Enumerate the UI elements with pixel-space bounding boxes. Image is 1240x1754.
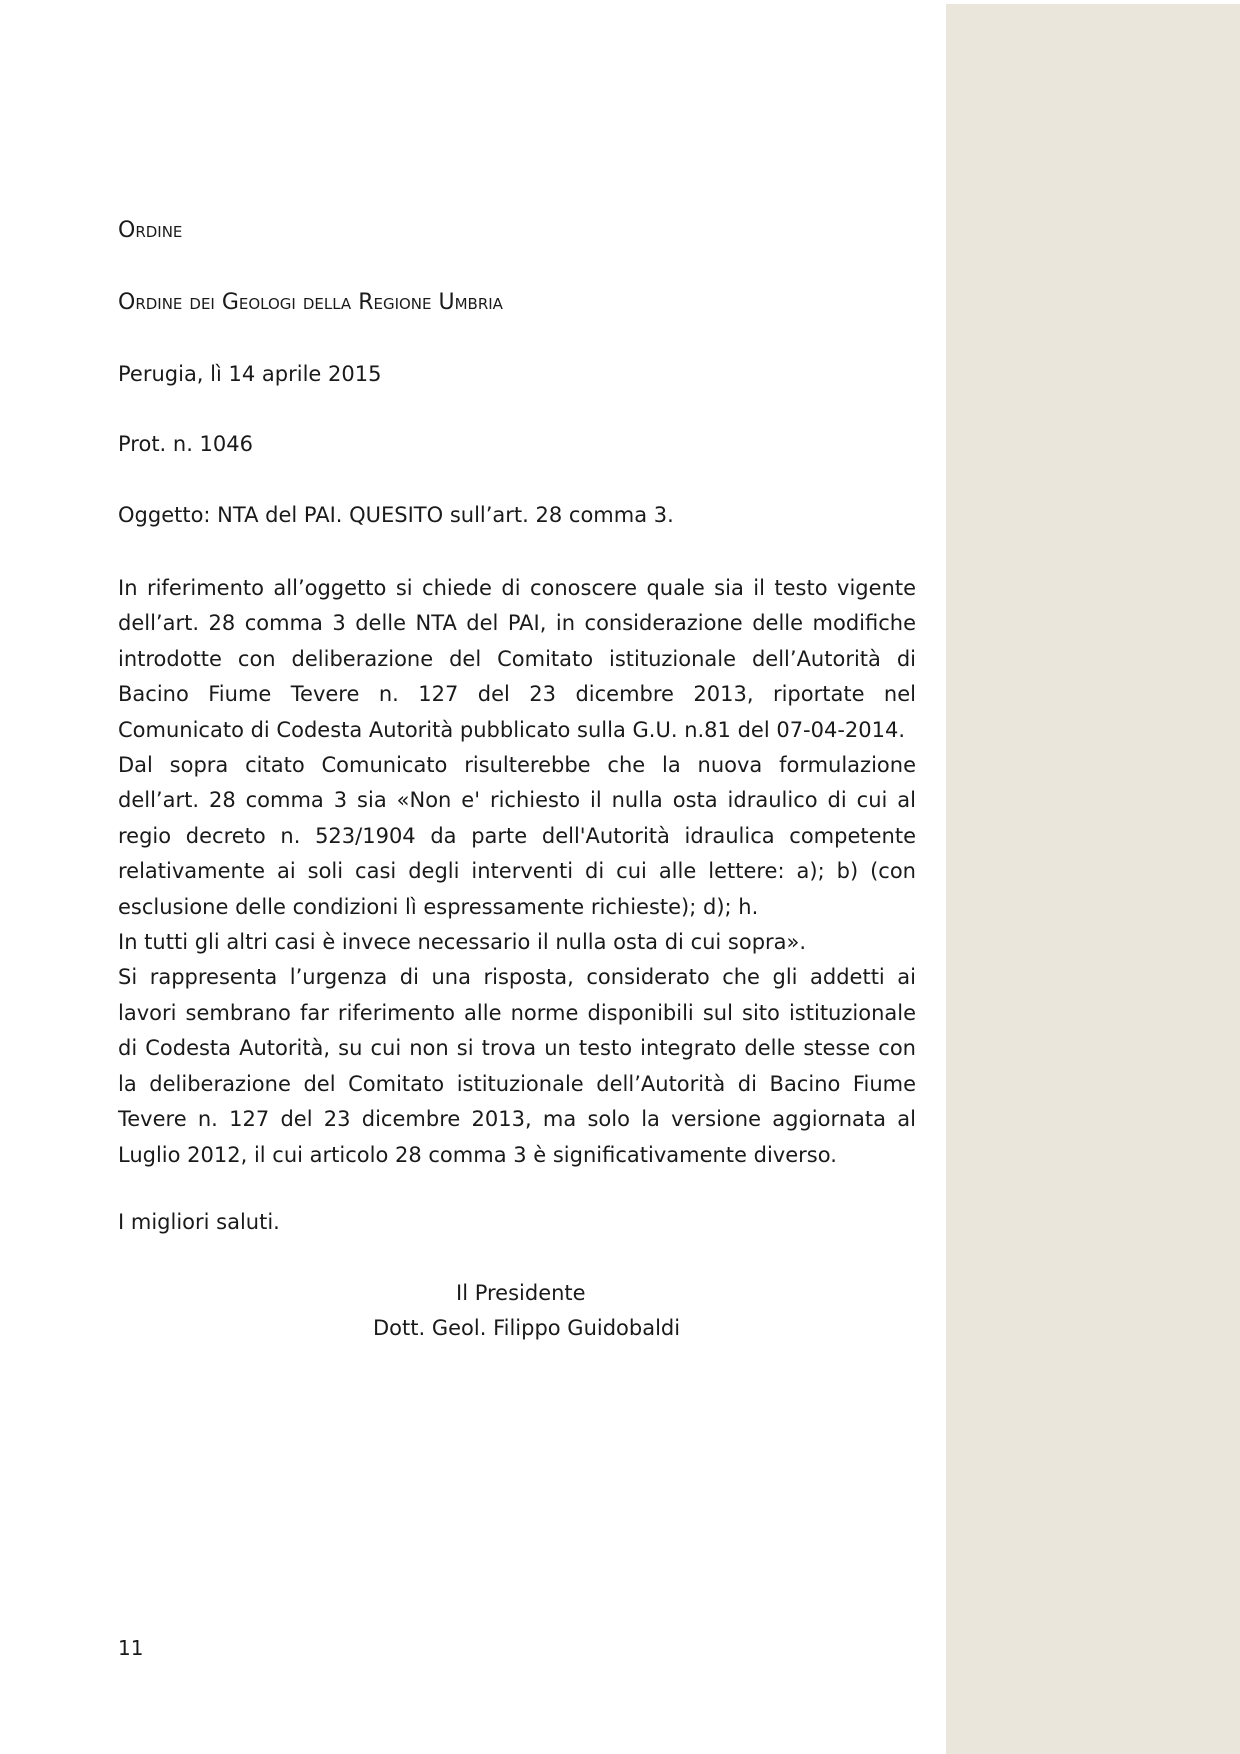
place-date: Perugia, lì 14 aprile 2015 (118, 362, 382, 386)
side-margin-band (946, 4, 1240, 1754)
body-paragraph: Si rappresenta l’urgenza di una risposta, considerato che gli addetti ai lavori sembrano far riferimento alle norme disponibili sul sito istituzionale di Codesta Autorità, su cui non si trova un testo integrato delle stesse con la deliberazione del Comitato istituzionale dell’Autorità di Bacino Fiume Tevere n. 127 del 23 dicembre 2013, ma solo la versione aggiornata al Luglio 2012, il cui articolo 28 comma 3 è significativamente diverso. (118, 965, 916, 1167)
subject-line: Oggetto: NTA del PAI. QUESITO sull’art. 28 comma 3. (118, 503, 674, 527)
page-number: 11 (118, 1636, 144, 1660)
body-paragraph: In riferimento all’oggetto si chiede di conoscere quale sia il testo vigente dell’art. 28 comma 3 delle NTA del PAI, in considerazione delle modifiche introdotte con deliberazione del Comitato istituzionale dell’Autorità di Bacino Fiume Tevere n. 127 del 23 dicembre 2013, riportate nel Comunicato di Codesta Autorità pubblicato sulla G.U. n.81 del 07-04-2014. (118, 576, 916, 742)
section-heading: Ordine (118, 218, 183, 243)
signature-role: Il Presidente (456, 1281, 586, 1305)
closing-salutation: I migliori saluti. (118, 1210, 280, 1234)
letter-body (118, 571, 916, 1173)
signature-name: Dott. Geol. Filippo Guidobaldi (373, 1316, 681, 1340)
organization-name: Ordine dei Geologi della Regione Umbria (118, 290, 503, 315)
body-paragraph: In tutti gli altri casi è invece necessario il nulla osta di cui sopra». (118, 930, 807, 955)
body-paragraph: Dal sopra citato Comunicato risulterebbe che la nuova formulazione dell’art. 28 comma 3 sia «Non e' richiesto il nulla osta idraulico di cui al regio decreto n. 523/1904 da parte dell'Autorità idraulica competente relativamente ai soli casi degli interventi di cui alle lettere: a); b) (con esclusione delle condizioni lì espressamente richieste); d); h. (118, 753, 916, 919)
protocol-number: Prot. n. 1046 (118, 432, 254, 456)
